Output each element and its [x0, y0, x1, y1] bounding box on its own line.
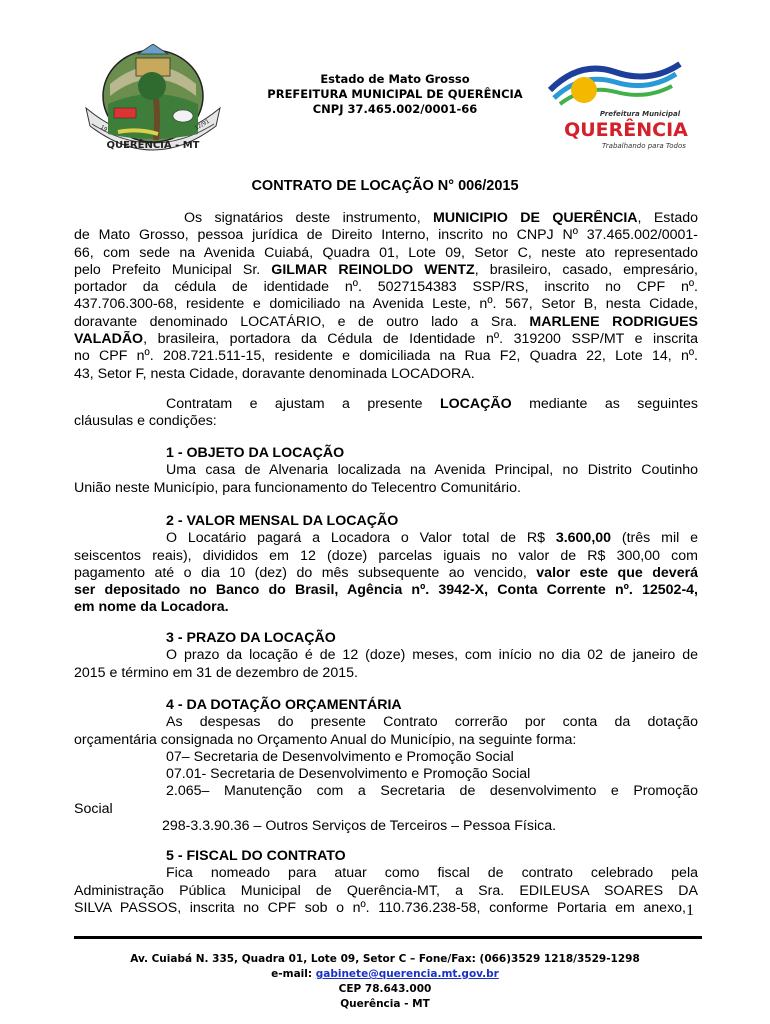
text-line: pagamento até o dia 10 (dez) do mês subsequente ao vencido, valor este que deverá [74, 564, 698, 581]
footer-cep: CEP 78.643.000 [338, 983, 432, 995]
text-line: O Locatário pagará a Locadora o Valor total de R$ 3.600,00 (três mil e [166, 530, 698, 547]
section-prazo [74, 630, 698, 682]
footer-address: Av. Cuiabá N. 335, Quadra 01, Lote 09, Setor C – Fone/Fax: (066)3529 1218/3529-1298 [130, 953, 640, 965]
text-line: Os signatários deste instrumento, MUNICIPIO DE QUERÊNCIA, Estado [184, 210, 698, 226]
text-line: de Mato Grosso, pessoa jurídica de Direito Interno, inscrito no CNPJ Nº 37.465.002/0001- [74, 227, 698, 244]
section-heading: 4 - DA DOTAÇÃO ORÇAMENTÁRIA [166, 697, 402, 713]
querencia-brand-logo [540, 60, 690, 152]
text-line: 66, com sede na Avenida Cuiabá, Quadra 01, Lote 09, Setor C, neste ato representado [74, 244, 698, 261]
text-line: 2.065– Manutenção com a Secretaria de desenvolvimento e Promoção [166, 783, 698, 800]
logo-slogan-text: Trabalhando para Todos [602, 142, 686, 150]
section-heading: 5 - FISCAL DO CONTRATO [166, 848, 346, 864]
text-line: VALADÃO, brasileira, portadora da Cédula de Identidade nº. 319200 SSP/MT e inscrita [74, 331, 698, 348]
text-line: cláusulas e condições: [74, 413, 217, 430]
text-line: Uma casa de Alvenaria localizada na Avenida Principal, no Distrito Coutinho [166, 462, 698, 479]
logo-name-text: QUERÊNCIA [564, 119, 688, 141]
email-link[interactable]: gabinete@querencia.mt.gov.br [315, 968, 499, 980]
text-line: 43, Setor F, nesta Cidade, doravante denominada LOCADORA. [74, 365, 475, 382]
cnpj-number: CNPJ 37.465.002/0001-66 [312, 102, 478, 116]
page-number: 1 [686, 902, 694, 919]
footer-divider [74, 936, 702, 939]
text-line: Social [74, 800, 113, 817]
logo-top-text: Prefeitura Municipal [599, 110, 681, 118]
section-heading: 2 - VALOR MENSAL DA LOCAÇÃO [166, 513, 399, 529]
crest-banner-text: QUERÊNCIA - MT [106, 140, 200, 151]
contract-title: CONTRATO DE LOCAÇÃO N° 006/2015 [251, 178, 519, 194]
preamble-paragraph [74, 210, 698, 383]
text-line: As despesas do presente Contrato correrão por conta da dotação [166, 714, 698, 731]
section-valor [74, 513, 698, 617]
crest-year-left: 19 [99, 124, 109, 134]
letterhead [200, 72, 590, 117]
text-line: 07– Secretaria de Desenvolvimento e Promoção Social [166, 748, 514, 765]
text-line: portador da cédula de identidade nº. 5027154383 SSP/RS, inscrito no CPF nº. [74, 279, 698, 296]
text-line: doravante denominado LOCATÁRIO, e de outro lado a Sra. MARLENE RODRIGUES [74, 313, 698, 330]
text-line: ser depositado no Banco do Brasil, Agência nº. 3942-X, Conta Corrente nº. 12502-4, [74, 582, 698, 599]
section-heading: 3 - PRAZO DA LOCAÇÃO [166, 630, 336, 646]
section-dotacao [74, 697, 698, 835]
footer [0, 952, 770, 1012]
section-fiscal [74, 848, 698, 917]
prefecture-name: PREFEITURA MUNICIPAL DE QUERÊNCIA [267, 87, 523, 101]
text-line: orçamentária consignada no Orçamento Anual do Município, na seguinte forma: [74, 731, 577, 748]
section-heading: 1 - OBJETO DA LOCAÇÃO [166, 445, 345, 461]
text-line: 2015 e término em 31 de dezembro de 2015. [74, 664, 358, 681]
footer-city: Querência - MT [340, 998, 430, 1010]
section-objeto [74, 445, 698, 497]
text-line: 437.706.300-68, residente e domiciliado na Avenida Leste, nº. 567, Setor B, nesta Cidade, [74, 296, 698, 313]
clauses-intro [74, 396, 698, 431]
text-line: Contratam e ajustam a presente LOCAÇÃO mediante as seguintes [166, 396, 698, 412]
crest-year-right: 12/91 [194, 118, 211, 132]
text-line: Administração Pública Municipal de Querência-MT, a Sra. EDILEUSA SOARES DA [74, 882, 698, 899]
text-line: Fica nomeado para atuar como fiscal de contrato celebrado pela [166, 865, 698, 882]
footer-email-line: e-mail: gabinete@querencia.mt.gov.br [271, 968, 499, 980]
text-line: SILVA PASSOS, inscrita no CPF sob o nº. 110.736.238-58, conforme Portaria em anexo, [74, 899, 686, 916]
text-line: 298-3.3.90.36 – Outros Serviços de Terceiros – Pessoa Física. [162, 818, 557, 835]
text-line: no CPF nº. 208.721.511-15, residente e domiciliada na Rua F2, Quadra 22, Lote 14, nº. [74, 348, 698, 365]
state-name: Estado de Mato Grosso [320, 72, 470, 86]
text-line: seiscentos reais), divididos em 12 (doze) parcelas iguais no valor de R$ 300,00 com [74, 547, 698, 564]
text-line: 07.01- Secretaria de Desenvolvimento e Promoção Social [166, 766, 531, 783]
text-line: em nome da Locadora. [74, 599, 229, 616]
text-line: pelo Prefeito Municipal Sr. GILMAR REINOLDO WENTZ, brasileiro, casado, empresário, [74, 261, 698, 278]
text-line: O prazo da locação é de 12 (doze) meses, com início no dia 02 de janeiro de [166, 647, 698, 664]
text-line: União neste Município, para funcionamento do Telecentro Comunitário. [74, 479, 521, 496]
